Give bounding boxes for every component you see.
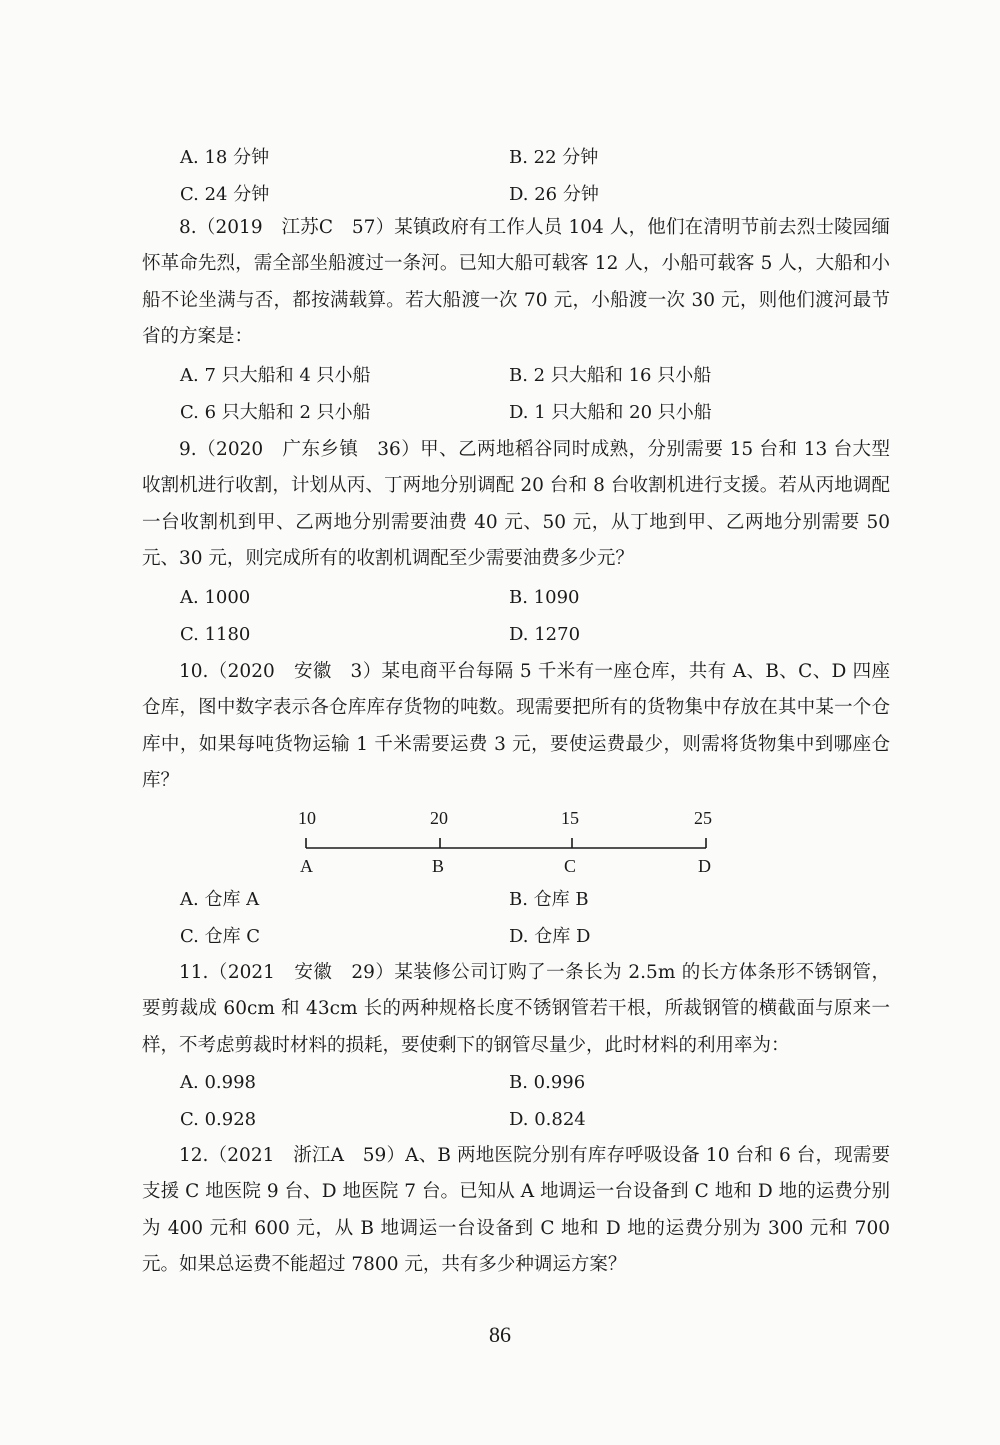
q11-option-b: B. 0.996 — [509, 1072, 586, 1093]
options-row — [180, 586, 880, 623]
q7-option-c: C. 24 分钟 — [180, 184, 270, 205]
q10-option-c: C. 仓库 C — [180, 926, 261, 947]
q9-option-b: B. 1090 — [509, 587, 580, 608]
label-a: A — [300, 856, 313, 876]
q10-option-a: A. 仓库 A — [180, 889, 260, 910]
q12-stem: 12.（2021 浙江A 59）A、B 两地医院分别有库存呼吸设备 10 台和 6 台，现需要支援 C 地医院 9 台、D 地医院 7 台。已知从 A 地调运一台设备到 C 地和 D 地的运费分别为 400 元和 600 元，从 B 地调运一台设备到 C 地和 D 地的运费分别为 300 元和 700 元。如果总运费不能超过 7800 元，共有多少种调运方案？ — [142, 1145, 890, 1275]
warehouse-diagram — [280, 800, 740, 890]
options-row — [180, 1071, 880, 1108]
q7-option-b: B. 22 分钟 — [509, 147, 599, 168]
q9-option-a: A. 1000 — [180, 587, 251, 608]
q8-stem: 8.（2019 江苏C 57）某镇政府有工作人员 104 人，他们在清明节前去烈士陵园缅怀革命先烈，需全部坐船渡过一条河。已知大船可载客 12 人，小船可载客 5 人，大船和小船不论坐满与否，都按满载算。若大船渡一次 70 元，小船渡一次 30 元，则他们渡河最节省的方案是： — [142, 217, 890, 347]
options-row — [180, 888, 880, 925]
q7-options — [180, 146, 880, 220]
q11-options — [180, 1071, 880, 1145]
label-b: B — [432, 856, 445, 876]
q8-option-b: B. 2 只大船和 16 只小船 — [509, 365, 712, 386]
options-row — [180, 364, 880, 401]
q7-option-a: A. 18 分钟 — [180, 147, 270, 168]
tonnage-c: 15 — [561, 808, 579, 828]
q10-option-d: D. 仓库 D — [509, 926, 591, 947]
label-c: C — [564, 856, 577, 876]
q7-option-d: D. 26 分钟 — [509, 184, 599, 205]
page-number: 86 — [489, 1322, 511, 1347]
options-row — [180, 146, 880, 183]
q10-stem: 10.（2020 安徽 3）某电商平台每隔 5 千米有一座仓库，共有 A、B、C、D 四座仓库，图中数字表示各仓库库存货物的吨数。现需要把所有的货物集中存放在其中某一个仓库中，如果每吨货物运输 1 千米需要运费 3 元，要使运费最少，则需将货物集中到哪座仓库？ — [142, 661, 890, 791]
q9-options — [180, 586, 880, 660]
tonnage-a: 10 — [298, 808, 316, 828]
q11-option-c: C. 0.928 — [180, 1109, 257, 1130]
q9-option-c: C. 1180 — [180, 624, 251, 645]
q8-options — [180, 364, 880, 438]
q8-option-d: D. 1 只大船和 20 只小船 — [509, 402, 712, 423]
q11-option-a: A. 0.998 — [180, 1072, 256, 1093]
q11-option-d: D. 0.824 — [509, 1109, 586, 1130]
q10-options — [180, 888, 880, 962]
q10-option-b: B. 仓库 B — [509, 889, 589, 910]
q8-option-a: A. 7 只大船和 4 只小船 — [180, 365, 371, 386]
q9-stem: 9.（2020 广东乡镇 36）甲、乙两地稻谷同时成熟，分别需要 15 台和 13 台大型收割机进行收割，计划从丙、丁两地分别调配 20 台和 8 台收割机进行支援。若从丙地调配一台收割机到甲、乙两地分别需要油费 40 元、50 元，从丁地到甲、乙两地分别需要 50 元、30 元，则完成所有的收割机调配至少需要油费多少元？ — [142, 439, 890, 569]
tonnage-b: 20 — [430, 808, 448, 828]
q9-option-d: D. 1270 — [509, 624, 581, 645]
tonnage-d: 25 — [694, 808, 712, 828]
q8-option-c: C. 6 只大船和 2 只小船 — [180, 402, 371, 423]
warehouse-diagram-svg — [280, 800, 740, 890]
label-d: D — [698, 856, 711, 876]
q11-stem: 11.（2021 安徽 29）某装修公司订购了一条长为 2.5m 的长方体条形不锈钢管，要剪裁成 60cm 和 43cm 长的两种规格长度不锈钢管若干根，所裁钢管的横截面与原来一样，不考虑剪裁时材料的损耗，要使剩下的钢管尽量少，此时材料的利用率为： — [142, 962, 890, 1056]
